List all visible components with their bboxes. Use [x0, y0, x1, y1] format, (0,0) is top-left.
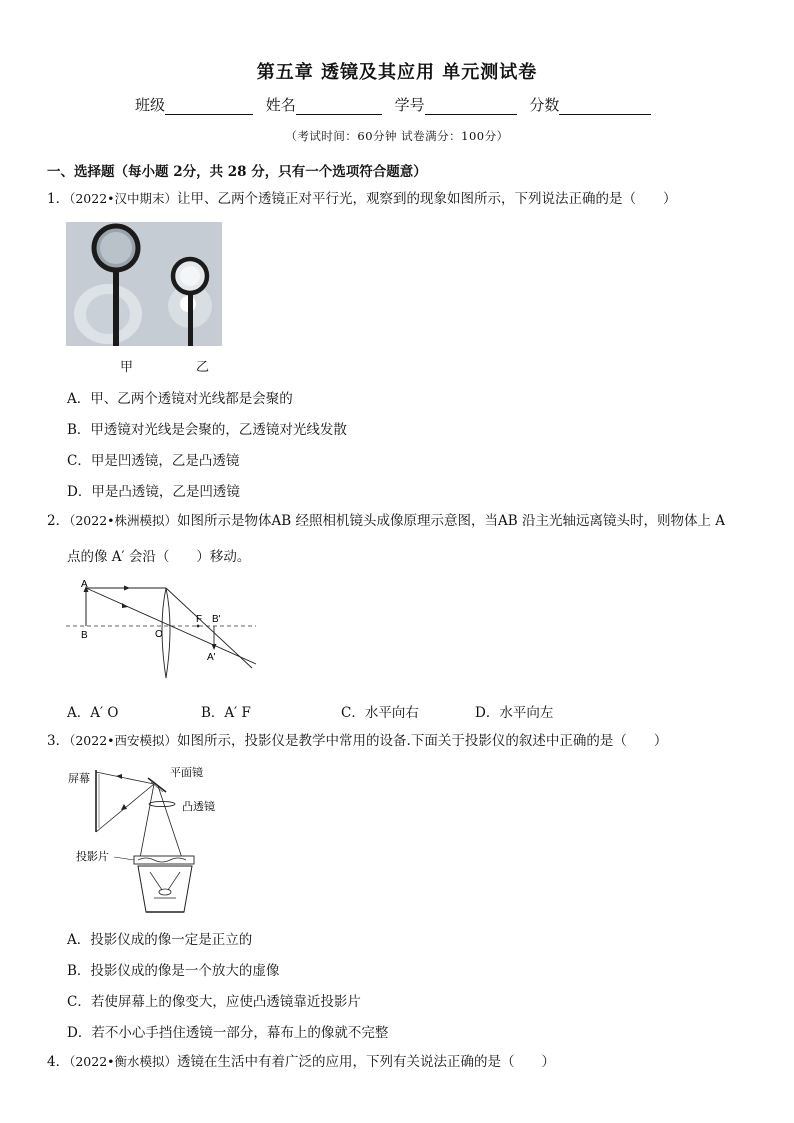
question-text: 如图所示，投影仪是教学中常用的设备.下面关于投影仪的叙述中正确的是（ ）: [177, 733, 668, 749]
diagram-label-slide: 投影片: [76, 851, 109, 863]
question-source: （2022•汉中期末）: [69, 191, 178, 206]
id-field[interactable]: [395, 94, 517, 115]
question-number: 1．: [47, 191, 70, 207]
diagram-label-lens: 凸透镜: [182, 801, 215, 813]
projector-diagram: [66, 762, 236, 914]
diagram-label-f: F: [196, 614, 203, 625]
page-title: 第五章 透镜及其应用 单元测试卷: [256, 62, 538, 83]
question-1: [47, 189, 757, 209]
lens-label-jia: 甲: [120, 360, 134, 375]
option-q3-a[interactable]: A．投影仪成的像一定是正立的: [67, 932, 253, 948]
q2-options: [67, 701, 707, 721]
name-field[interactable]: [266, 94, 382, 115]
option-q1-d[interactable]: D．甲是凸透镜，乙是凹透镜: [67, 484, 240, 500]
option-q2-a[interactable]: A．A′ O: [67, 705, 119, 721]
name-label: 姓名: [265, 96, 296, 114]
question-2-continued: 点的像 A′ 会沿（ ）移动。: [67, 549, 251, 565]
id-label: 学号: [394, 96, 425, 114]
question-source: （2022•衡水模拟）: [69, 1054, 178, 1069]
exam-note: （考试时间：60分钟 试卷满分：100分）: [285, 129, 509, 143]
question-3: [47, 731, 757, 751]
student-info-line: [135, 94, 659, 115]
lens-label-yi: 乙: [196, 360, 210, 375]
question-text: 如图所示是物体AB 经照相机镜头成像原理示意图，当AB 沿主光轴远离镜头时，则物体上 A: [177, 513, 725, 529]
diagram-label-screen: 屏幕: [68, 773, 90, 785]
diagram-label-a-prime: A': [207, 652, 216, 663]
question-number: 3．: [47, 733, 70, 749]
diagram-label-o: O: [155, 629, 163, 640]
option-q2-d[interactable]: D．水平向左: [475, 705, 554, 721]
score-label: 分数: [529, 96, 560, 114]
question-source: （2022•株洲模拟）: [69, 513, 178, 528]
camera-optics-diagram: [66, 578, 262, 688]
option-q3-d[interactable]: D．若不小心手挡住透镜一部分，幕布上的像就不完整: [67, 1025, 389, 1041]
section-heading: 一、选择题（每小题 2分，共 28 分，只有一个选项符合题意）: [47, 164, 427, 180]
option-q1-a[interactable]: A．甲、乙两个透镜对光线都是会聚的: [67, 391, 293, 407]
question-4: [47, 1052, 757, 1072]
question-number: 2．: [47, 513, 70, 529]
lens-photo-illustration: [66, 222, 222, 346]
diagram-label-b: B: [81, 630, 88, 641]
option-q1-b[interactable]: B．甲透镜对光线是会聚的，乙透镜对光线发散: [67, 422, 347, 438]
option-q2-b[interactable]: B．A′ F: [201, 705, 251, 721]
question-source: （2022•西安模拟）: [69, 733, 178, 748]
class-label: 班级: [135, 96, 166, 114]
option-q2-c[interactable]: C．水平向右: [341, 705, 419, 721]
score-field[interactable]: [529, 94, 651, 115]
class-field[interactable]: [135, 94, 253, 115]
option-q1-c[interactable]: C．甲是凹透镜，乙是凸透镜: [67, 453, 240, 469]
diagram-label-a: A: [81, 579, 88, 590]
lens-photo: [66, 222, 222, 346]
question-number: 4．: [47, 1054, 70, 1070]
option-q3-b[interactable]: B．投影仪成的像是一个放大的虚像: [67, 963, 280, 979]
diagram-label-b-prime: B': [212, 614, 221, 625]
question-text: 让甲、乙两个透镜正对平行光，观察到的现象如图所示，下列说法正确的是（ ）: [177, 191, 677, 207]
diagram-label-mirror: 平面镜: [170, 767, 203, 779]
option-q3-c[interactable]: C．若使屏幕上的像变大，应使凸透镜靠近投影片: [67, 994, 361, 1010]
question-text: 透镜在生活中有着广泛的应用，下列有关说法正确的是（ ）: [177, 1054, 556, 1070]
question-2: [47, 511, 757, 531]
